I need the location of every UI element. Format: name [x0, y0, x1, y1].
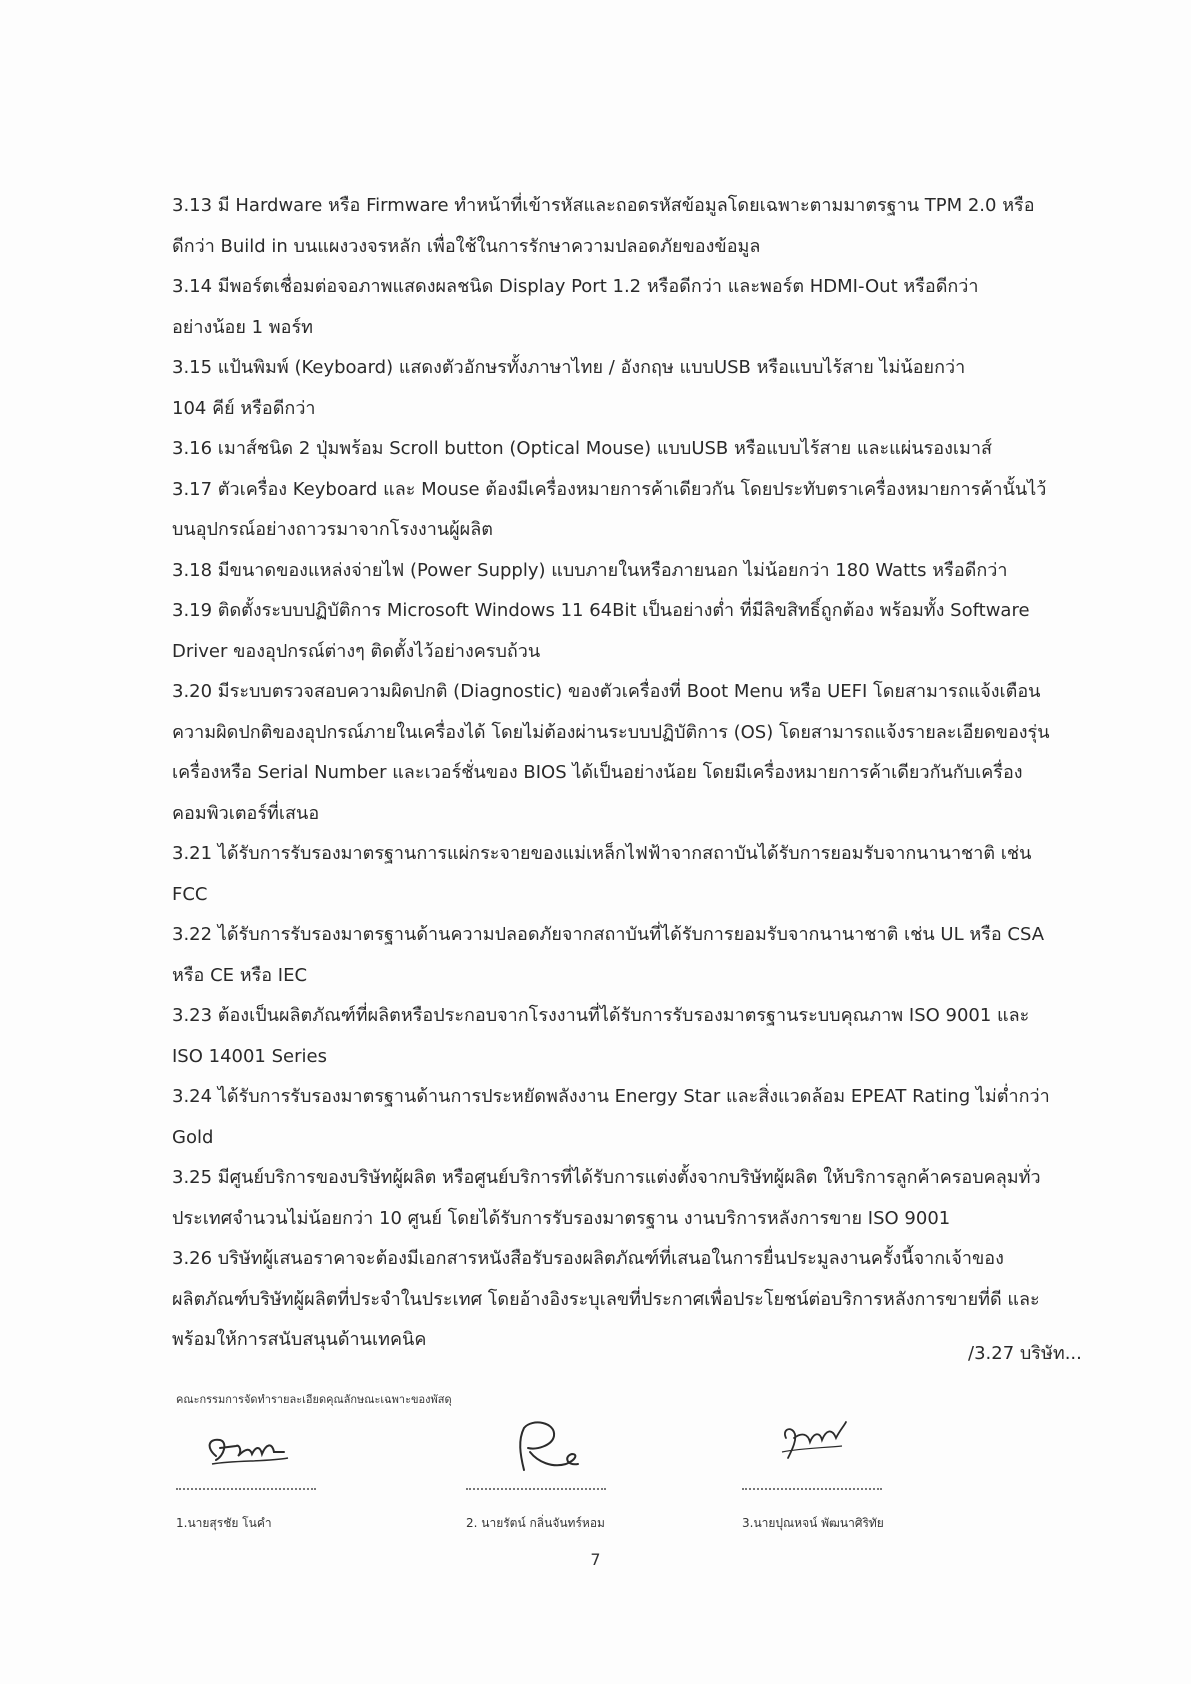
text-line: 3.19 ติดตั้งระบบปฏิบัติการ Microsoft Windows 11 64Bit เป็นอย่างต่ำ ที่มีลิขสิทธิ์ถูกต้อง พร้อมทั้ง Software — [172, 600, 1030, 621]
signature-line — [466, 1488, 606, 1490]
text-line: 3.15 แป้นพิมพ์ (Keyboard) แสดงตัวอักษรทั้งภาษาไทย / อังกฤษ แบบUSB หรือแบบไร้สาย ไม่น้อยกว่า — [172, 357, 966, 378]
handwritten-signature-1 — [176, 1408, 336, 1486]
text-line: ผลิตภัณฑ์บริษัทผู้ผลิตที่ประจำในประเทศ โดยอ้างอิงระบุเลขที่ประกาศเพื่อประโยชน์ต่อบริการหลังการขายที่ดี และ — [172, 1288, 1040, 1310]
text-line: 104 คีย์ หรือดีกว่า — [172, 397, 316, 419]
signatory-name: 2. นายรัตน์ กลิ่นจันทร์หอม — [466, 1516, 605, 1530]
signature-block-1 — [176, 1408, 356, 1533]
handwritten-signature-3 — [742, 1408, 902, 1486]
text-line: 3.21 ได้รับการรับรองมาตรฐานการแผ่กระจายของแม่เหล็กไฟฟ้าจากสถาบันได้รับการยอมรับจากนานาชาติ เช่น — [172, 843, 1032, 864]
signature-line — [176, 1488, 316, 1490]
text-line: ดีกว่า Build in บนแผงวงจรหลัก เพื่อใช้ในการรักษาความปลอดภัยของข้อมูล — [172, 235, 761, 257]
continuation-note: /3.27 บริษัท... — [968, 1343, 1082, 1364]
signature-line — [742, 1488, 882, 1490]
page-number: 7 — [590, 1550, 601, 1569]
text-line: 3.13 มี Hardware หรือ Firmware ทำหน้าที่เข้ารหัสและถอดรหัสข้อมูลโดยเฉพาะตามมาตรฐาน TPM 2.0 หรือ — [172, 195, 1035, 216]
text-line: 3.24 ได้รับการรับรองมาตรฐานด้านการประหยัดพลังงาน Energy Star และสิ่งแวดล้อม EPEAT Rating ไม่ต่ำกว่า — [172, 1086, 1050, 1107]
text-line: 3.14 มีพอร์ตเชื่อมต่อจอภาพแสดงผลชนิด Display Port 1.2 หรือดีกว่า และพอร์ต HDMI-Out หรือดีกว่า — [172, 276, 979, 297]
text-line: อย่างน้อย 1 พอร์ท — [172, 316, 314, 338]
text-line: เครื่องหรือ Serial Number และเวอร์ชั่นของ BIOS ได้เป็นอย่างน้อย โดยมีเครื่องหมายการค้าเดียวกันกับเครื่อง — [172, 762, 1023, 783]
signatory-name: 3.นายปุณหจน์ พัฒนาศิริทัย — [742, 1516, 884, 1530]
text-line: ISO 14001 Series — [172, 1045, 327, 1067]
text-line: ประเทศจำนวนไม่น้อยกว่า 10 ศูนย์ โดยได้รับการรับรองมาตรฐาน งานบริการหลังการขาย ISO 9001 — [172, 1207, 951, 1229]
text-line: หรือ CE หรือ IEC — [172, 964, 308, 986]
text-line: 3.26 บริษัทผู้เสนอราคาจะต้องมีเอกสารหนังสือรับรองผลิตภัณฑ์ที่เสนอในการยื่นประมูลงานครั้งนี้จากเจ้าของ — [172, 1248, 1004, 1269]
text-line: FCC — [172, 883, 208, 905]
text-line: บนอุปกรณ์อย่างถาวรมาจากโรงงานผู้ผลิต — [172, 519, 493, 540]
signature-block-3 — [742, 1408, 922, 1533]
text-line: 3.17 ตัวเครื่อง Keyboard และ Mouse ต้องมีเครื่องหมายการค้าเดียวกัน โดยประทับตราเครื่องหมายการค้านั้นไว้ — [172, 478, 1047, 500]
specification-text — [172, 186, 1090, 1361]
text-line: 3.23 ต้องเป็นผลิตภัณฑ์ที่ผลิตหรือประกอบจากโรงงานที่ได้รับการรับรองมาตรฐานระบบคุณภาพ ISO 9001 และ — [172, 1005, 1030, 1026]
signatory-name: 1.นายสุรชัย โนคำ — [176, 1516, 272, 1530]
text-line: 3.18 มีขนาดของแหล่งจ่ายไฟ (Power Supply) แบบภายในหรือภายนอก ไม่น้อยกว่า 180 Watts หรือดีกว่า — [172, 559, 1008, 581]
text-line: คอมพิวเตอร์ที่เสนอ — [172, 802, 320, 824]
text-line: 3.22 ได้รับการรับรองมาตรฐานด้านความปลอดภัยจากสถาบันที่ได้รับการยอมรับจากนานาชาติ เช่น UL หรือ CSA — [172, 924, 1045, 945]
text-line: 3.25 มีศูนย์บริการของบริษัทผู้ผลิต หรือศูนย์บริการที่ได้รับการแต่งตั้งจากบริษัทผู้ผลิต ให้บริการลูกค้าครอบคลุมทั่ว — [172, 1167, 1041, 1188]
text-line: 3.20 มีระบบตรวจสอบความผิดปกติ (Diagnostic) ของตัวเครื่องที่ Boot Menu หรือ UEFI โดยสามารถแจ้งเตือน — [172, 681, 1041, 702]
text-line: Driver ของอุปกรณ์ต่างๆ ติดตั้งไว้อย่างครบถ้วน — [172, 640, 541, 662]
committee-heading: คณะกรรมการจัดทำรายละเอียดคุณลักษณะเฉพาะของพัสดุ — [176, 1393, 452, 1406]
text-line: ความผิดปกติของอุปกรณ์ภายในเครื่องได้ โดยไม่ต้องผ่านระบบปฏิบัติการ (OS) โดยสามารถแจ้งรายละเอียดของรุ่น — [172, 721, 1050, 743]
signature-block-2 — [466, 1408, 646, 1533]
text-line: พร้อมให้การสนับสนุนด้านเทคนิค — [172, 1329, 427, 1350]
text-line: 3.16 เมาส์ชนิด 2 ปุ่มพร้อม Scroll button (Optical Mouse) แบบUSB หรือแบบไร้สาย และแผ่นรองเมาส์ — [172, 438, 993, 459]
handwritten-signature-2 — [466, 1408, 626, 1486]
text-line: Gold — [172, 1126, 214, 1148]
